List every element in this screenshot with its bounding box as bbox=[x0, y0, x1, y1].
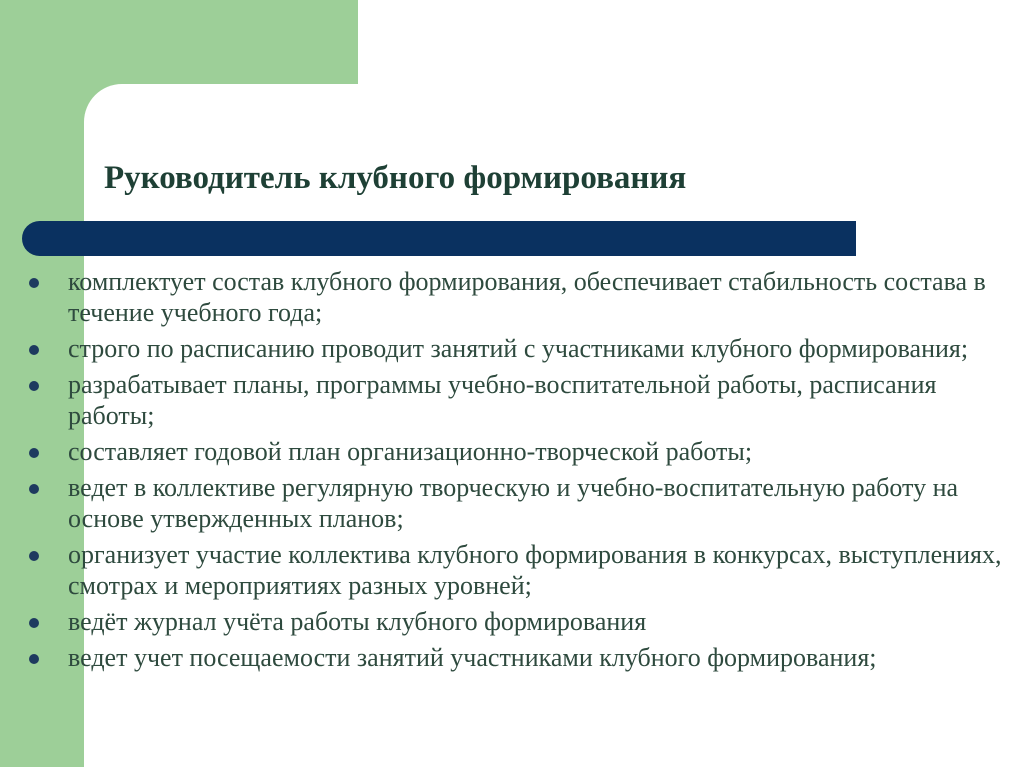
bullet-text: ведет в коллективе регулярную творческую и учебно-воспитательную работу на основе утвержденных планов; bbox=[68, 473, 959, 533]
bullet-list bbox=[22, 266, 1022, 678]
bullet-icon bbox=[29, 618, 39, 628]
title-underline-bar bbox=[22, 221, 856, 256]
bullet-icon bbox=[29, 448, 39, 458]
bullet-text: организует участие коллектива клубного формирования в конкурсах, выступлениях, смотрах и мероприятиях разных уровней; bbox=[68, 540, 1002, 600]
bullet-icon bbox=[29, 381, 39, 391]
list-item bbox=[22, 266, 1022, 328]
list-item bbox=[22, 333, 1022, 364]
list-item bbox=[22, 472, 1022, 534]
bullet-text: комплектует состав клубного формирования, обеспечивает стабильность состава в течение учебного года; bbox=[68, 267, 986, 327]
slide-title: Руководитель клубного формирования bbox=[104, 160, 687, 196]
bullet-text: разрабатывает планы, программы учебно-воспитательной работы, расписания работы; bbox=[68, 370, 937, 430]
bullet-icon bbox=[29, 654, 39, 664]
bullet-icon bbox=[29, 484, 39, 494]
list-item bbox=[22, 369, 1022, 431]
bullet-text: строго по расписанию проводит занятий с участниками клубного формирования; bbox=[68, 334, 969, 363]
bullet-icon bbox=[29, 551, 39, 561]
list-item bbox=[22, 539, 1022, 601]
bullet-icon bbox=[29, 278, 39, 288]
bullet-text: ведёт журнал учёта работы клубного формирования bbox=[68, 607, 647, 636]
bullet-text: составляет годовой план организационно-творческой работы; bbox=[68, 437, 753, 466]
bullet-text: ведет учет посещаемости занятий участниками клубного формирования; bbox=[68, 643, 877, 672]
list-item bbox=[22, 642, 1022, 673]
list-item bbox=[22, 606, 1022, 637]
bullet-icon bbox=[29, 345, 39, 355]
list-item bbox=[22, 436, 1022, 467]
